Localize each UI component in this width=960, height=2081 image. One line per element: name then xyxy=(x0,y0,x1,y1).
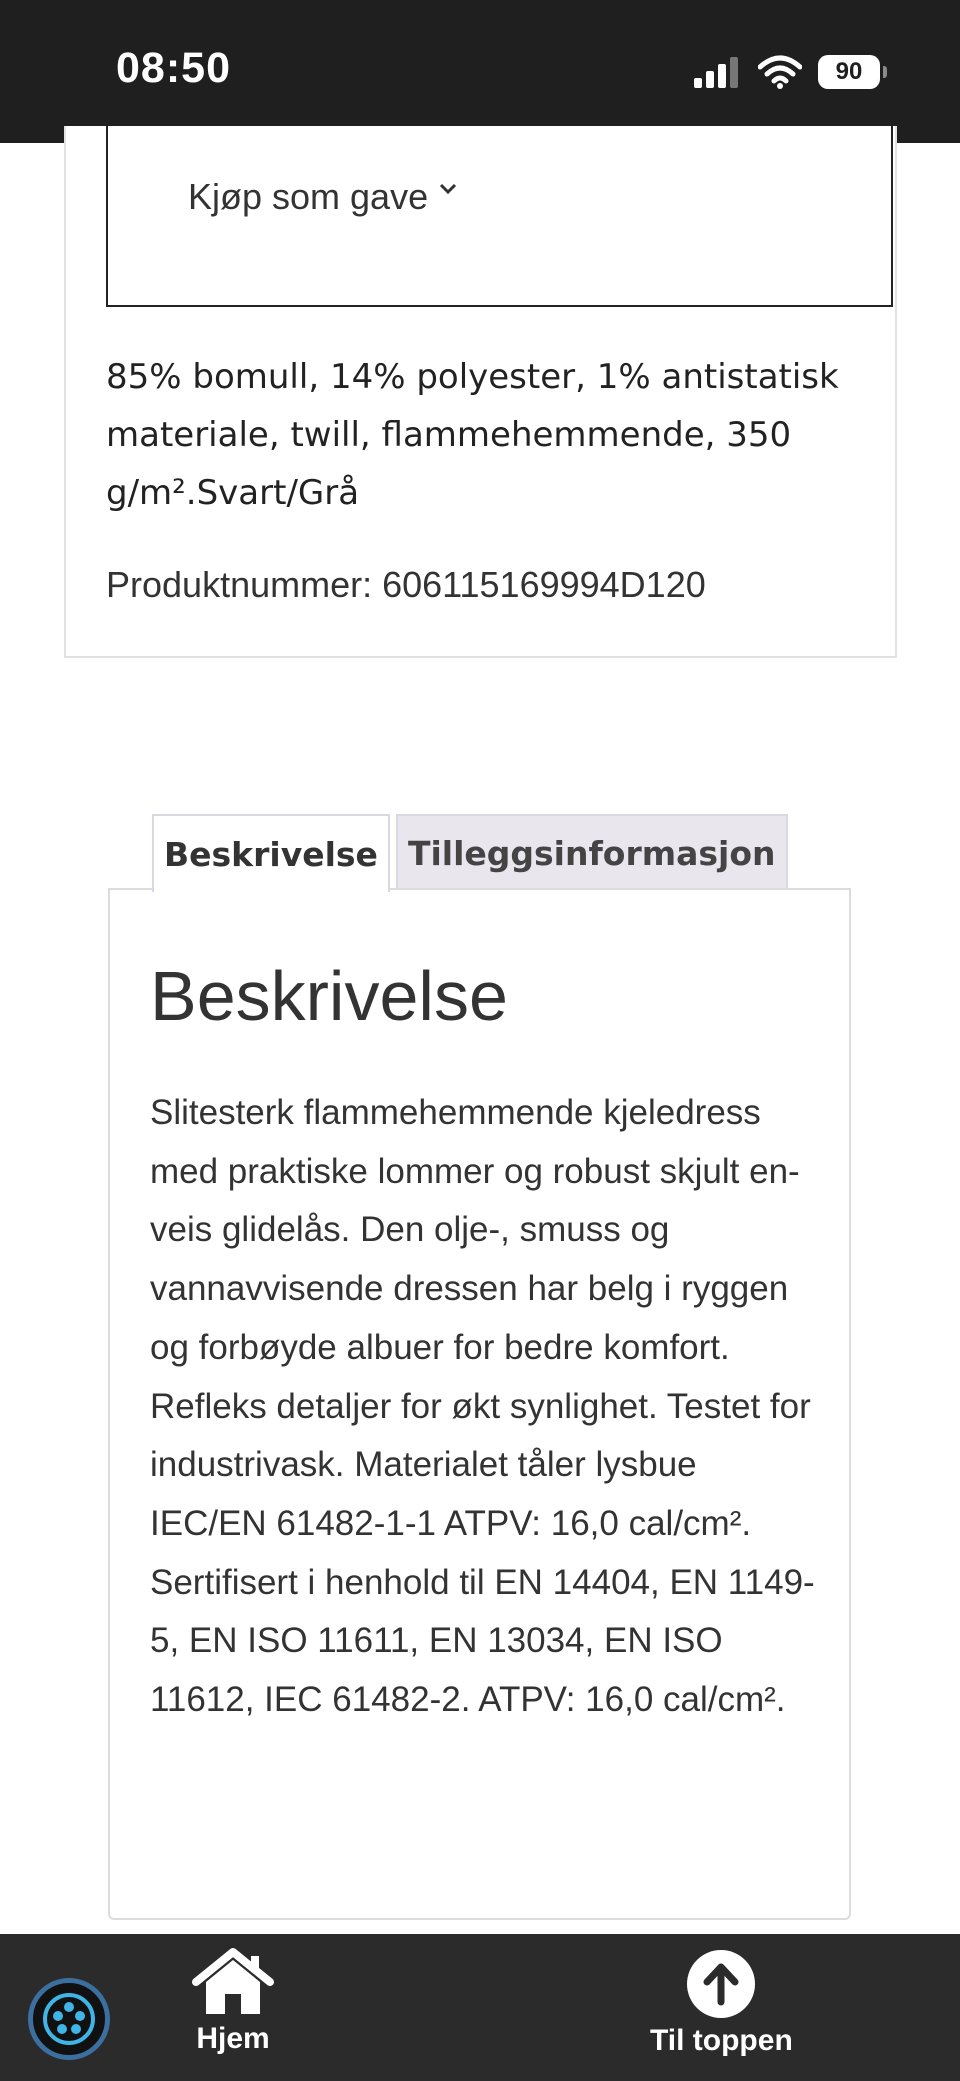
bottom-navigation xyxy=(0,1934,960,2081)
cellular-signal-icon xyxy=(692,56,742,88)
status-icons xyxy=(692,52,880,92)
battery-level: 90 xyxy=(835,58,863,85)
product-number: Produktnummer: 606115169994D120 xyxy=(106,564,706,605)
panel-body: Slitesterk flammehemmende kjeledress med praktiske lommer og robust skjult en-veis glidelås. Den olje-, smuss og vannavvisende dressen har belg i ryggen og forbøyde albuer for bedre komfort. Refleks detaljer for økt synlighet. Testet for industrivask. Materialet tåler lysbue IEC/EN 61482-1-1 ATPV: 16,0 cal/cm². Sertifisert i henhold til EN 14404, EN 1149-5, EN ISO 11611, EN 13034, EN ISO 11612, IEC 61482-2. ATPV: 16,0 cal/cm². xyxy=(150,1093,815,1720)
assistant-button[interactable] xyxy=(28,1978,110,2060)
tab-panel-description xyxy=(108,888,851,1920)
tab-description[interactable]: Beskrivelse xyxy=(152,814,390,892)
gift-label: Kjøp som gave xyxy=(188,176,429,217)
product-tabs xyxy=(152,814,788,890)
nav-back-to-top-label: Til toppen xyxy=(650,2024,793,2057)
nav-home[interactable] xyxy=(190,1948,276,2056)
home-icon xyxy=(190,1948,276,2018)
chevron-down-icon xyxy=(438,179,458,199)
nav-back-to-top[interactable] xyxy=(650,1948,793,2058)
material-description: 85% bomull, 14% polyester, 1% antistatisk materiale, twill, flammehemmende, 350 g/m².Svart/Grå xyxy=(106,357,839,513)
arrow-up-circle-icon xyxy=(685,1948,757,2020)
product-card xyxy=(64,126,897,658)
tab-additional-info[interactable]: Tilleggsinformasjon xyxy=(396,814,788,890)
panel-title: Beskrivelse xyxy=(150,957,508,1035)
wifi-icon xyxy=(758,55,802,89)
battery-icon xyxy=(818,55,880,89)
gift-toggle[interactable] xyxy=(188,176,458,218)
assistant-icon xyxy=(33,1983,105,2055)
nav-home-label: Hjem xyxy=(196,2022,270,2055)
status-bar xyxy=(0,0,960,143)
gift-option-box xyxy=(106,126,893,307)
status-time: 08:50 xyxy=(116,44,231,92)
